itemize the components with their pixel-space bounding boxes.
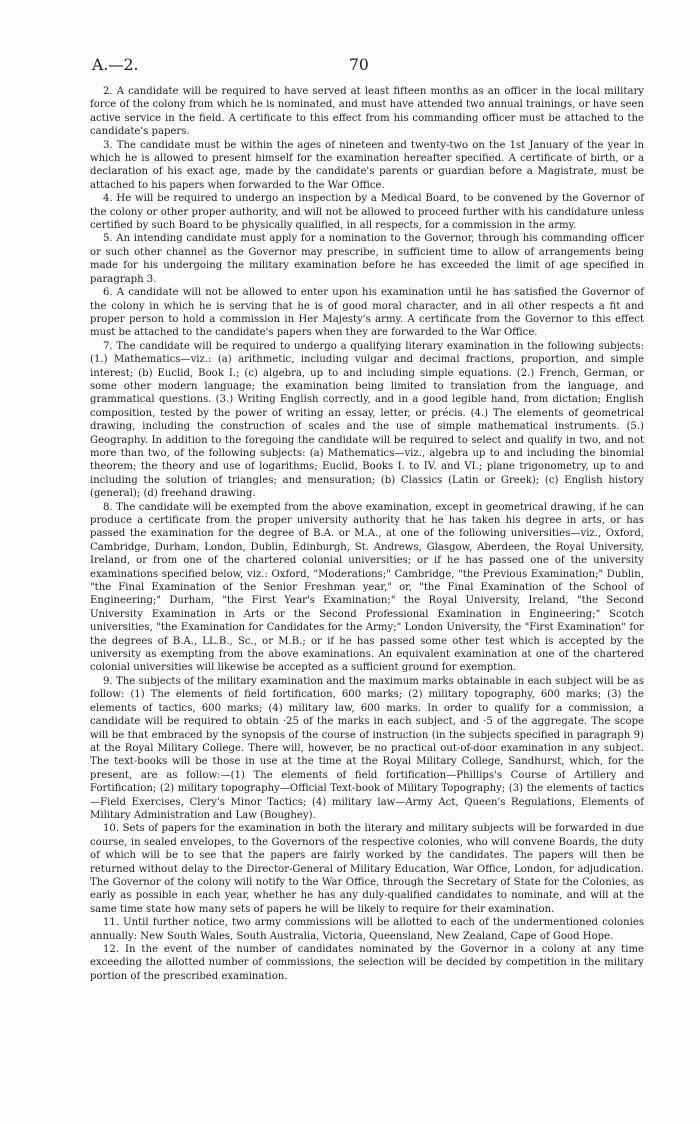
paragraph-6: 6. A candidate will not be allowed to enter upon his examination until he has satisfied the Governor of the colony in which he is serving that he is of good moral character, and in all other respects a fit and proper person to hold a commission in Her Majesty's army. A certificate from the Governor to this effect must be attached to the candidate's papers when they are forwarded to the War Office.: [90, 287, 644, 339]
paragraph-3: 3. The candidate must be within the ages of nineteen and twenty-two on the 1st January of the year in which he is allowed to present himself for the examination hereafter specified. A certificate of birth, or a declaration of his exact age, made by the candidate's parents or guardian before a Magistrate, must be attached to his papers when forwarded to the War Office.: [90, 139, 644, 191]
paragraph-11: 11. Until further notice, two army commissions will be allotted to each of the undermentioned colonies annually: New South Wales, South Australia, Victoria, Queensland, New Zealand, Cape of Good Hope.: [90, 917, 644, 942]
page-header: [92, 56, 682, 78]
paragraph-5: 5. An intending candidate must apply for a nomination to the Governor, through his commanding officer or such other channel as the Governor may prescribe, in sufficient time to allow of arrangements being made for his undergoing the military examination before he has exceeded the limit of age specified in paragraph 3.: [90, 233, 644, 285]
paragraph-8: 8. The candidate will be exempted from the above examination, except in geometrical drawing, if he can produce a certificate from the proper university authority that he has taken his degree in arts, or has passed the examination for the degree of B.A. or M.A., at one of the following universities—viz., Oxford, Cambridge, Durham, London, Dublin, Edinburgh, St. Andrews, Glasgow, Aberdeen, the Royal University, Ireland, or from one of the chartered colonial universities; or if he has passed one of the university examinations specified below, viz.: Oxford, "Moderations;" Cambridge, "the Previous Examination;" Dublin, "the Final Examination of the Senior Freshman year," or, "the Final Examination of the School of Engineering;" Durham, "the First Year's Examination;" the Royal University, Ireland, "the Second University Examination in Arts or the Second Professional Examination in Engineering;" Scotch universities, "the Examination for Candidates for the Army;" London University, the "First Examination" for the degrees of B.A., LL.B., Sc., or M.B.; or if he has passed some other test which is accepted by the university as exempting from the above examinations. An equivalent examination at one of the chartered colonial universities will likewise be accepted as a sufficient ground for exemption.: [90, 501, 644, 674]
paragraph-4: 4. He will be required to undergo an inspection by a Medical Board, to be convened by the Governor of the colony or other proper authority, and will not be allowed to proceed further with his candidature unless certified by such Board to be physically qualified, in all respects, for a commission in the army.: [90, 193, 644, 232]
document-body: [90, 85, 644, 983]
paragraph-9: 9. The subjects of the military examination and the maximum marks obtainable in each subject will be as follow: (1) The elements of field fortification, 600 marks; (2) military topography, 600 marks; (3) the elements of tactics, 600 marks; (4) military law, 600 marks. In order to qualify for a commission, a candidate will be required to obtain ·25 of the marks in each subject, and ·5 of the aggregate. The scope will be that embraced by the synopsis of the course of instruction (in the subjects specified in paragraph 9) at the Royal Military College. There will, however, be no practical out-of-door examination in any subject. The text-books will be those in use at the time at the Royal Military College, Sandhurst, which, for the present, are as follow:—(1) The elements of field fortification—Phillips's Course of Artillery and Fortification; (2) military topography—Official Text-book of Military Topography; (3) the elements of tactics—Field Exercises, Clery's Minor Tactics; (4) military law—Army Act, Queen's Regulations, Elements of Military Administration and Law (Boughey).: [90, 675, 644, 821]
paragraph-12: 12. In the event of the number of candidates nominated by the Governor in a colony at any time exceeding the allotted number of commissions, the selection will be decided by competition in the military portion of the prescribed examination.: [90, 944, 644, 982]
paragraph-2: 2. A candidate will be required to have served at least fifteen months as an officer in the local military force of the colony from which he is nominated, and must have attended two annual trainings, or have seen active service in the field. A certificate to this effect from his commanding officer must be attached to the candidate's papers.: [90, 86, 644, 138]
paragraph-10: 10. Sets of papers for the examination in both the literary and military subjects will be forwarded in due course, in sealed envelopes, to the Governors of the respective colonies, who will convene Boards, the duty of which will be to see that the papers are fairly worked by the candidates. The papers will then be returned without delay to the Director-General of Military Education, War Office, London, for adjudication. The Governor of the colony will notify to the War Office, through the Secretary of State for the Colonies, as early as possible in each year, whether he has any duly-qualified candidates to nominate, and will at the same time state how many sets of papers he will be likely to require for their examination.: [90, 823, 644, 915]
page-number: 70: [349, 56, 369, 74]
document-reference: A.—2.: [92, 56, 139, 74]
paragraph-7: 7. The candidate will be required to undergo a qualifying literary examination in the following subjects: (1.) Mathematics—viz.: (a) arithmetic, including vulgar and decimal fractions, proportion, and simple interest; (b) Euclid, Book I.; (c) algebra, up to and including simple equations. (2.) French, German, or some other modern language; the examination being limited to translation from the language, and grammatical questions. (3.) Writing English correctly, and in a good legible hand, from dictation; English composition, tested by the power of writing an essay, letter, or précis. (4.) The elements of geometrical drawing, including the construction of scales and the use of simple mathematical instruments. (5.) Geography. In addition to the foregoing the candidate will be required to select and qualify in two, and not more than two, of the following subjects: (a) Mathematics—viz., algebra up to and including the binomial theorem; the theory and use of logarithms; Euclid, Books I. to IV. and VI.; plane trigonometry, up to and including the solution of triangles; and mensuration; (b) Classics (Latin or Greek); (c) English history (general); (d) freehand drawing.: [90, 340, 644, 500]
